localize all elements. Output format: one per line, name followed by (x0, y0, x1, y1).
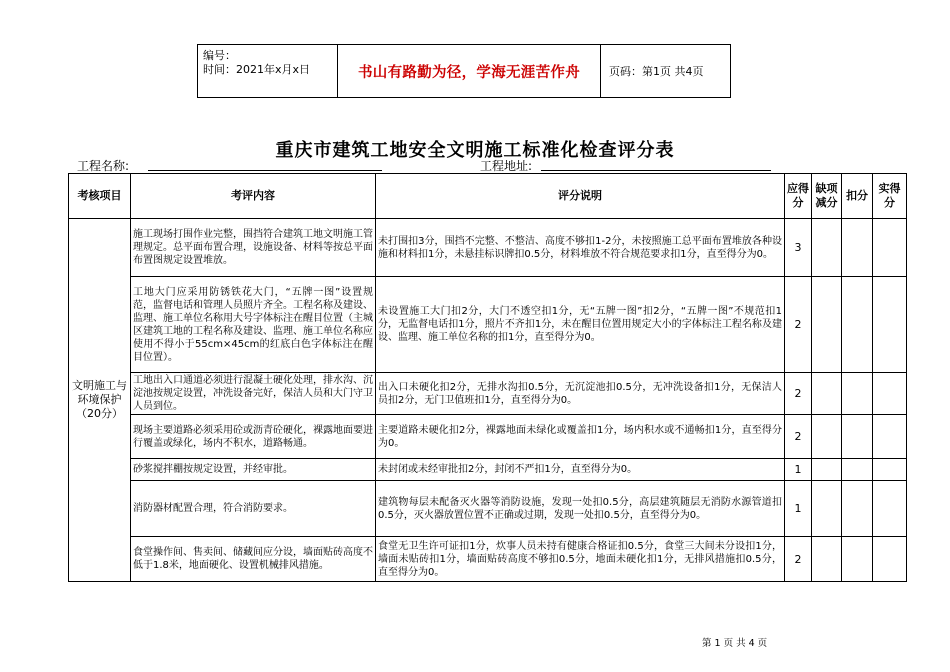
content-cell: 砂浆搅拌棚按规定设置，并经审批。 (131, 459, 376, 481)
document-header (197, 44, 731, 98)
table-row (69, 481, 907, 537)
table-row (69, 373, 907, 415)
content-cell: 现场主要道路必须采用砼或沥青砼硬化，裸露地面要进行覆盖或绿化，场内不积水，道路畅通。 (131, 415, 376, 459)
date-label: 时间：2021年x月x日 (203, 63, 311, 76)
content-cell: 消防器材配置合理，符合消防要求。 (131, 481, 376, 537)
explanation-cell: 出入口未硬化扣2分，无排水沟扣0.5分，无沉淀池扣0.5分，无冲洗设备扣1分，无保洁人员扣2分，无门卫值班扣1分，直至得分为0。 (376, 373, 785, 415)
content-cell: 施工现场打围作业完整，围挡符合建筑工地文明施工管理规定。总平面布置合理，设施设备、材料等按总平面布置图规定设置堆放。 (131, 219, 376, 277)
content-cell: 工地大门应采用防锈铁花大门，“五牌一图”设置规范，监督电话和管理人员照片齐全。工程名称及建设、监理、施工单位名称用大号字体标注在醒目位置（主城区建筑工地的工程名称及建设、监理、施工单位名称应使用不得小于55cm×45cm的红底白色字体标注在醒目位置）。 (131, 277, 376, 373)
missing-cell[interactable] (812, 219, 842, 277)
table-row (69, 459, 907, 481)
project-name-field (148, 170, 382, 171)
explanation-cell: 食堂无卫生许可证扣1分，炊事人员未持有健康合格证扣0.5分，食堂三大间未分设扣1分，墙面未贴砖扣1分，墙面贴砖高度不够扣0.5分，地面未硬化扣1分，无排风措施扣0.5分，直至得分为0。 (376, 537, 785, 582)
score-cell: 3 (785, 219, 812, 277)
score-cell: 1 (785, 459, 812, 481)
actual-cell[interactable] (873, 481, 907, 537)
missing-cell[interactable] (812, 373, 842, 415)
table-row (69, 219, 907, 277)
content-cell: 工地出入口通道必须进行混凝土硬化处理，排水沟、沉淀池按规定设置，冲洗设备完好，保洁人员和大门守卫人员到位。 (131, 373, 376, 415)
missing-cell[interactable] (812, 537, 842, 582)
motto: 书山有路勤为径，学海无涯苦作舟 (338, 45, 601, 97)
score-cell: 2 (785, 537, 812, 582)
score-cell: 1 (785, 481, 812, 537)
page-footer: 第 1 页 共 4 页 (702, 638, 768, 649)
deduct-cell[interactable] (842, 481, 873, 537)
deduct-cell[interactable] (842, 537, 873, 582)
project-name-label: 工程名称: (77, 159, 130, 173)
actual-cell[interactable] (873, 459, 907, 481)
explanation-cell: 未打围扣3分，围挡不完整、不整洁、高度不够扣1-2分，未按照施工总平面布置堆放各种设施和材料扣1分，未悬挂标识牌扣0.5分，材料堆放不符合规范要求扣1分，直至得分为0。 (376, 219, 785, 277)
table-row (69, 415, 907, 459)
explanation-cell: 未封闭或未经审批扣2分，封闭不严扣1分，直至得分为0。 (376, 459, 785, 481)
missing-cell[interactable] (812, 459, 842, 481)
number-label: 编号： (203, 49, 236, 62)
table-row (69, 277, 907, 373)
actual-cell[interactable] (873, 415, 907, 459)
header-content: 考评内容 (131, 174, 376, 219)
header-actual: 实得分 (873, 174, 907, 219)
category-cell: 文明施工与环境保护（20分） (69, 219, 131, 582)
header-missing: 缺项减分 (812, 174, 842, 219)
deduct-cell[interactable] (842, 219, 873, 277)
missing-cell[interactable] (812, 277, 842, 373)
missing-cell[interactable] (812, 415, 842, 459)
page-title: 重庆市建筑工地安全文明施工标准化检查评分表 (275, 140, 675, 161)
page-info: 页码：第1页 共4页 (609, 65, 704, 78)
explanation-cell: 主要道路未硬化扣2分，裸露地面未绿化或覆盖扣1分，场内积水或不通畅扣1分，直至得分为0。 (376, 415, 785, 459)
explanation-cell: 建筑物每层未配备灭火器等消防设施，发现一处扣0.5分，高层建筑随层无消防水源管道扣0.5分，灭火器放置位置不正确或过期，发现一处扣0.5分，直至得分为0。 (376, 481, 785, 537)
deduct-cell[interactable] (842, 415, 873, 459)
actual-cell[interactable] (873, 373, 907, 415)
header-score: 应得分 (785, 174, 812, 219)
project-address-label: 工程地址: (480, 159, 533, 173)
actual-cell[interactable] (873, 537, 907, 582)
explanation-cell: 未设置施工大门扣2分，大门不透空扣1分，无“五牌一图”扣2分，“五牌一图”不规范扣1分，无监督电话扣1分，照片不齐扣1分，未在醒目位置用规定大小的字体标注工程名称及建设、监理、施工单位名称的扣1分，直至得分为0。 (376, 277, 785, 373)
table-header-row (69, 174, 907, 219)
header-explanation: 评分说明 (376, 174, 785, 219)
table-row (69, 537, 907, 582)
actual-cell[interactable] (873, 277, 907, 373)
missing-cell[interactable] (812, 481, 842, 537)
deduct-cell[interactable] (842, 373, 873, 415)
score-cell: 2 (785, 415, 812, 459)
header-item: 考核项目 (69, 174, 131, 219)
evaluation-table (68, 173, 907, 582)
score-cell: 2 (785, 277, 812, 373)
content-cell: 食堂操作间、售卖间、储藏间应分设，墙面贴砖高度不低于1.8米，地面硬化、设置机械排风措施。 (131, 537, 376, 582)
header-meta (198, 45, 338, 97)
header-deduct: 扣分 (842, 174, 873, 219)
deduct-cell[interactable] (842, 277, 873, 373)
project-address-field (541, 170, 771, 171)
deduct-cell[interactable] (842, 459, 873, 481)
actual-cell[interactable] (873, 219, 907, 277)
score-cell: 2 (785, 373, 812, 415)
